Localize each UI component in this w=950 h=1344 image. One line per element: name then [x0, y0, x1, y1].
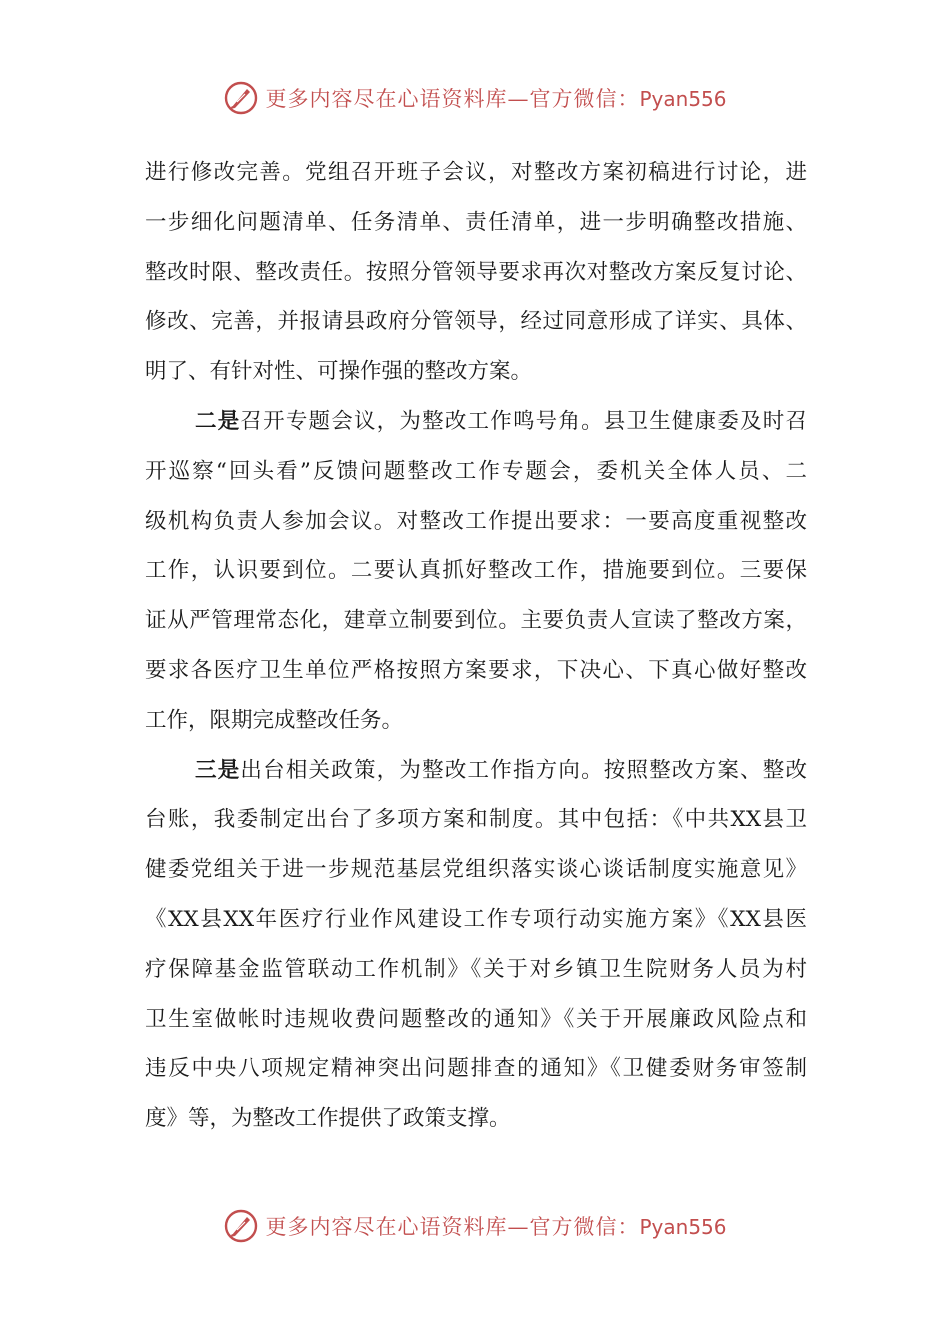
text-line: 要求各医疗卫生单位严格按照方案要求，下决心、下真心做好整改	[145, 657, 807, 683]
paragraph-lead: 二是	[195, 408, 241, 434]
text-line	[145, 746, 807, 796]
document-body	[145, 148, 807, 1144]
text-line: 级机构负责人参加会议。对整改工作提出要求：一要高度重视整改	[145, 508, 807, 534]
text-line: 健委党组关于进一步规范基层党组织落实谈心谈话制度实施意见》	[145, 857, 807, 883]
paragraph-lead: 三是	[195, 757, 241, 783]
text-line	[145, 397, 807, 447]
text-line: 台账，我委制定出台了多项方案和制度。其中包括：《中共XX县卫	[145, 807, 807, 833]
text-line: 工作，认识要到位。二要认真抓好整改工作，措施要到位。三要保	[145, 558, 807, 584]
text-line: 整改时限、整改责任。按照分管领导要求再次对整改方案反复讨论、	[145, 259, 807, 285]
paragraph-2	[145, 397, 807, 746]
text-line: 进行修改完善。党组召开班子会议，对整改方案初稿进行讨论，进	[145, 160, 807, 185]
watermark-text: 更多内容尽在心语资料库—官方微信：Pyan556	[265, 1215, 727, 1239]
text-line: 修改、完善，并报请县政府分管领导，经过同意形成了详实、具体、	[145, 309, 807, 335]
text-line: 度》等，为整改工作提供了政策支撑。	[145, 1106, 511, 1132]
footer-watermark	[0, 1208, 950, 1244]
text-line: 《XX县XX年医疗行业作风建设工作专项行动实施方案》《XX县医	[145, 906, 807, 932]
watermark-wechat-id: Pyan556	[639, 87, 727, 111]
paragraph-first-line: 召开专题会议，为整改工作鸣号角。县卫生健康委及时召	[240, 408, 807, 434]
text-line: 证从严管理常态化，建章立制要到位。主要负责人宣读了整改方案，	[145, 608, 807, 634]
text-line: 工作，限期完成整改任务。	[145, 707, 404, 733]
text-line: 卫生室做帐时违规收费问题整改的通知》《关于开展廉政风险点和	[145, 1006, 807, 1032]
text-line: 一步细化问题清单、任务清单、责任清单，进一步明确整改措施、	[145, 209, 807, 235]
text-line: 违反中央八项规定精神突出问题排查的通知》《卫健委财务审签制	[145, 1056, 807, 1082]
watermark-wechat-id: Pyan556	[639, 1215, 727, 1239]
paragraph-1	[145, 148, 807, 397]
text-line: 明了、有针对性、可操作强的整改方案。	[145, 359, 533, 385]
watermark-text: 更多内容尽在心语资料库—官方微信：Pyan556	[265, 87, 727, 111]
header-watermark	[0, 80, 950, 116]
text-line: 疗保障基金监管联动工作机制》《关于对乡镇卫生院财务人员为村	[145, 956, 807, 982]
quill-pen-logo-icon	[223, 1208, 259, 1244]
paragraph-first-line: 出台相关政策，为整改工作指方向。按照整改方案、整改	[240, 757, 807, 783]
text-line: 开巡察“回头看”反馈问题整改工作专题会，委机关全体人员、二	[145, 458, 807, 484]
paragraph-3	[145, 746, 807, 1144]
quill-pen-logo-icon	[223, 80, 259, 116]
